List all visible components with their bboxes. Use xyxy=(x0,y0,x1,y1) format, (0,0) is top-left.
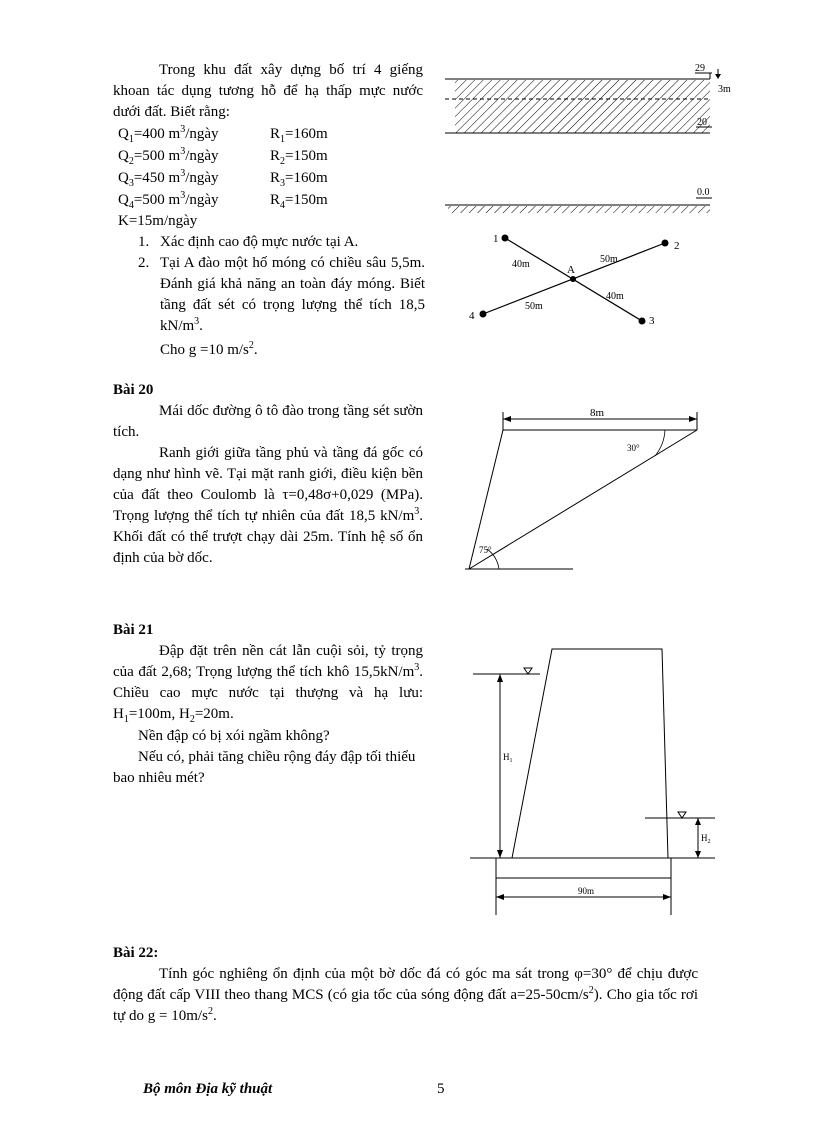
b22-p1: Tính góc nghiêng ổn định của một bờ dốc đá có góc ma sát trong φ=30° để chịu được động đất cấp VIII theo thang MCS (có gia tốc của sóng động đất $a=25-50cm/s^2$). Cho gia tốc rơi tự do $g = 10m/s^2$. xyxy=(113,966,698,1024)
b19-item1: Xác định cao độ mực nước tại A. xyxy=(160,234,359,250)
h1-label: $H_1$ xyxy=(503,752,513,764)
b19-r-row: $R_1=160m$ xyxy=(270,126,328,145)
dist-1a: 40m xyxy=(512,259,530,270)
b19-r-row: $R_4=150m$ xyxy=(270,192,328,211)
b19-layer-figure xyxy=(440,55,740,225)
ground-hatch xyxy=(448,206,710,213)
b19-q-row: $Q_3=450$ $m^3$/ngày xyxy=(118,168,219,189)
point-a-label: A xyxy=(567,264,575,276)
angle-30-label: 30° xyxy=(627,443,640,453)
b21-p3: Nếu có, phải tăng chiều rộng đáy đập tối thiểu bao nhiêu mét? xyxy=(113,749,416,786)
b19-q-row: $Q_2=500$ $m^3$/ngày xyxy=(118,146,219,167)
b19-q-row: $Q_1=400$ $m^3$/ngày xyxy=(118,124,219,145)
angle-75-label: 75° xyxy=(479,545,492,555)
b19-r-row: $R_3=160m$ xyxy=(270,170,328,189)
well-2 xyxy=(662,240,669,247)
hatched-layer xyxy=(455,80,710,133)
b19-q-row: $Q_4=500$ $m^3$/ngày xyxy=(118,190,219,211)
b20-p2: Ranh giới giữa tầng phủ và tầng đá gốc có dạng như hình vẽ. Tại mặt ranh giới, điều kiện bền của đất theo Coulomb là τ=0,48σ+0,029 (MPa). Trọng lượng thể tích tự nhiên của đất 18,5 $kN/m^3$. Khối đất có thể trượt chạy dài 25m. Tính hệ số ổn định của bờ dốc. xyxy=(113,445,423,566)
b19-intro: Trong khu đất xây dựng bố trí 4 giếng khoan tác dụng tương hỗ để hạ thấp mực nước dưới đất. Biết rằng: xyxy=(113,62,423,120)
dist-4a: 50m xyxy=(525,301,543,312)
b19-item1-num: 1. xyxy=(138,234,150,250)
base-label: 90m xyxy=(578,886,595,896)
b19-item2: Tại A đào một hố móng có chiều sâu 5,5m. Đánh giá khả năng an toàn đáy móng. Biết tầng đất sét có trọng lượng thể tích 18,5 $kN/m^3$. xyxy=(160,255,425,334)
h2-label: $H_2$ xyxy=(701,833,711,845)
well-1-label: 1 xyxy=(493,233,499,245)
b19-wells-figure xyxy=(460,230,700,330)
dam-body xyxy=(512,649,668,858)
well-3 xyxy=(639,318,646,325)
b21-dam-figure xyxy=(470,640,720,920)
b20-p1: Mái dốc đường ô tô đào trong tầng sét sườn tích. xyxy=(113,403,423,440)
label-20: 20 xyxy=(697,117,707,128)
b21-title: Bài 21 xyxy=(113,622,154,638)
width-label: 8m xyxy=(590,407,605,419)
point-a xyxy=(570,276,576,282)
b19-k: K=15m/ngày xyxy=(118,213,198,229)
well-4 xyxy=(480,311,487,318)
dist-a3: 40m xyxy=(606,291,624,302)
b19-item2-num: 2. xyxy=(138,255,150,271)
downstream-water-icon xyxy=(678,812,686,818)
b19-r-row: $R_2=150m$ xyxy=(270,148,328,167)
page-number: 5 xyxy=(437,1081,445,1097)
label-29: 29 xyxy=(695,63,705,74)
label-0-0: 0.0 xyxy=(697,187,710,198)
b22-title: Bài 22: xyxy=(113,945,159,961)
b20-slope-figure xyxy=(465,400,715,580)
b21-p2: Nền đập có bị xói ngầm không? xyxy=(138,728,330,744)
well-3-label: 3 xyxy=(649,315,655,327)
rock-boundary xyxy=(469,430,697,569)
b21-p1: Đập đặt trên nền cát lẫn cuội sỏi, tỷ trọng của đất 2,68; Trọng lượng thể tích khô $15,5kN/m^3$. Chiều cao mực nước tại thượng và hạ lưu: $H_1=100m$, $H_2=20m$. xyxy=(113,643,423,725)
upstream-water-icon xyxy=(524,668,532,674)
footer-department: Bộ môn Địa kỹ thuật xyxy=(143,1081,273,1097)
well-1 xyxy=(502,235,509,242)
well-2-label: 2 xyxy=(674,240,680,252)
label-3m: 3m xyxy=(718,84,731,95)
dist-a2: 50m xyxy=(600,254,618,265)
well-4-label: 4 xyxy=(469,310,475,322)
b19-g: Cho g =10 $m/s^2$. xyxy=(160,340,258,358)
b20-title: Bài 20 xyxy=(113,382,154,398)
